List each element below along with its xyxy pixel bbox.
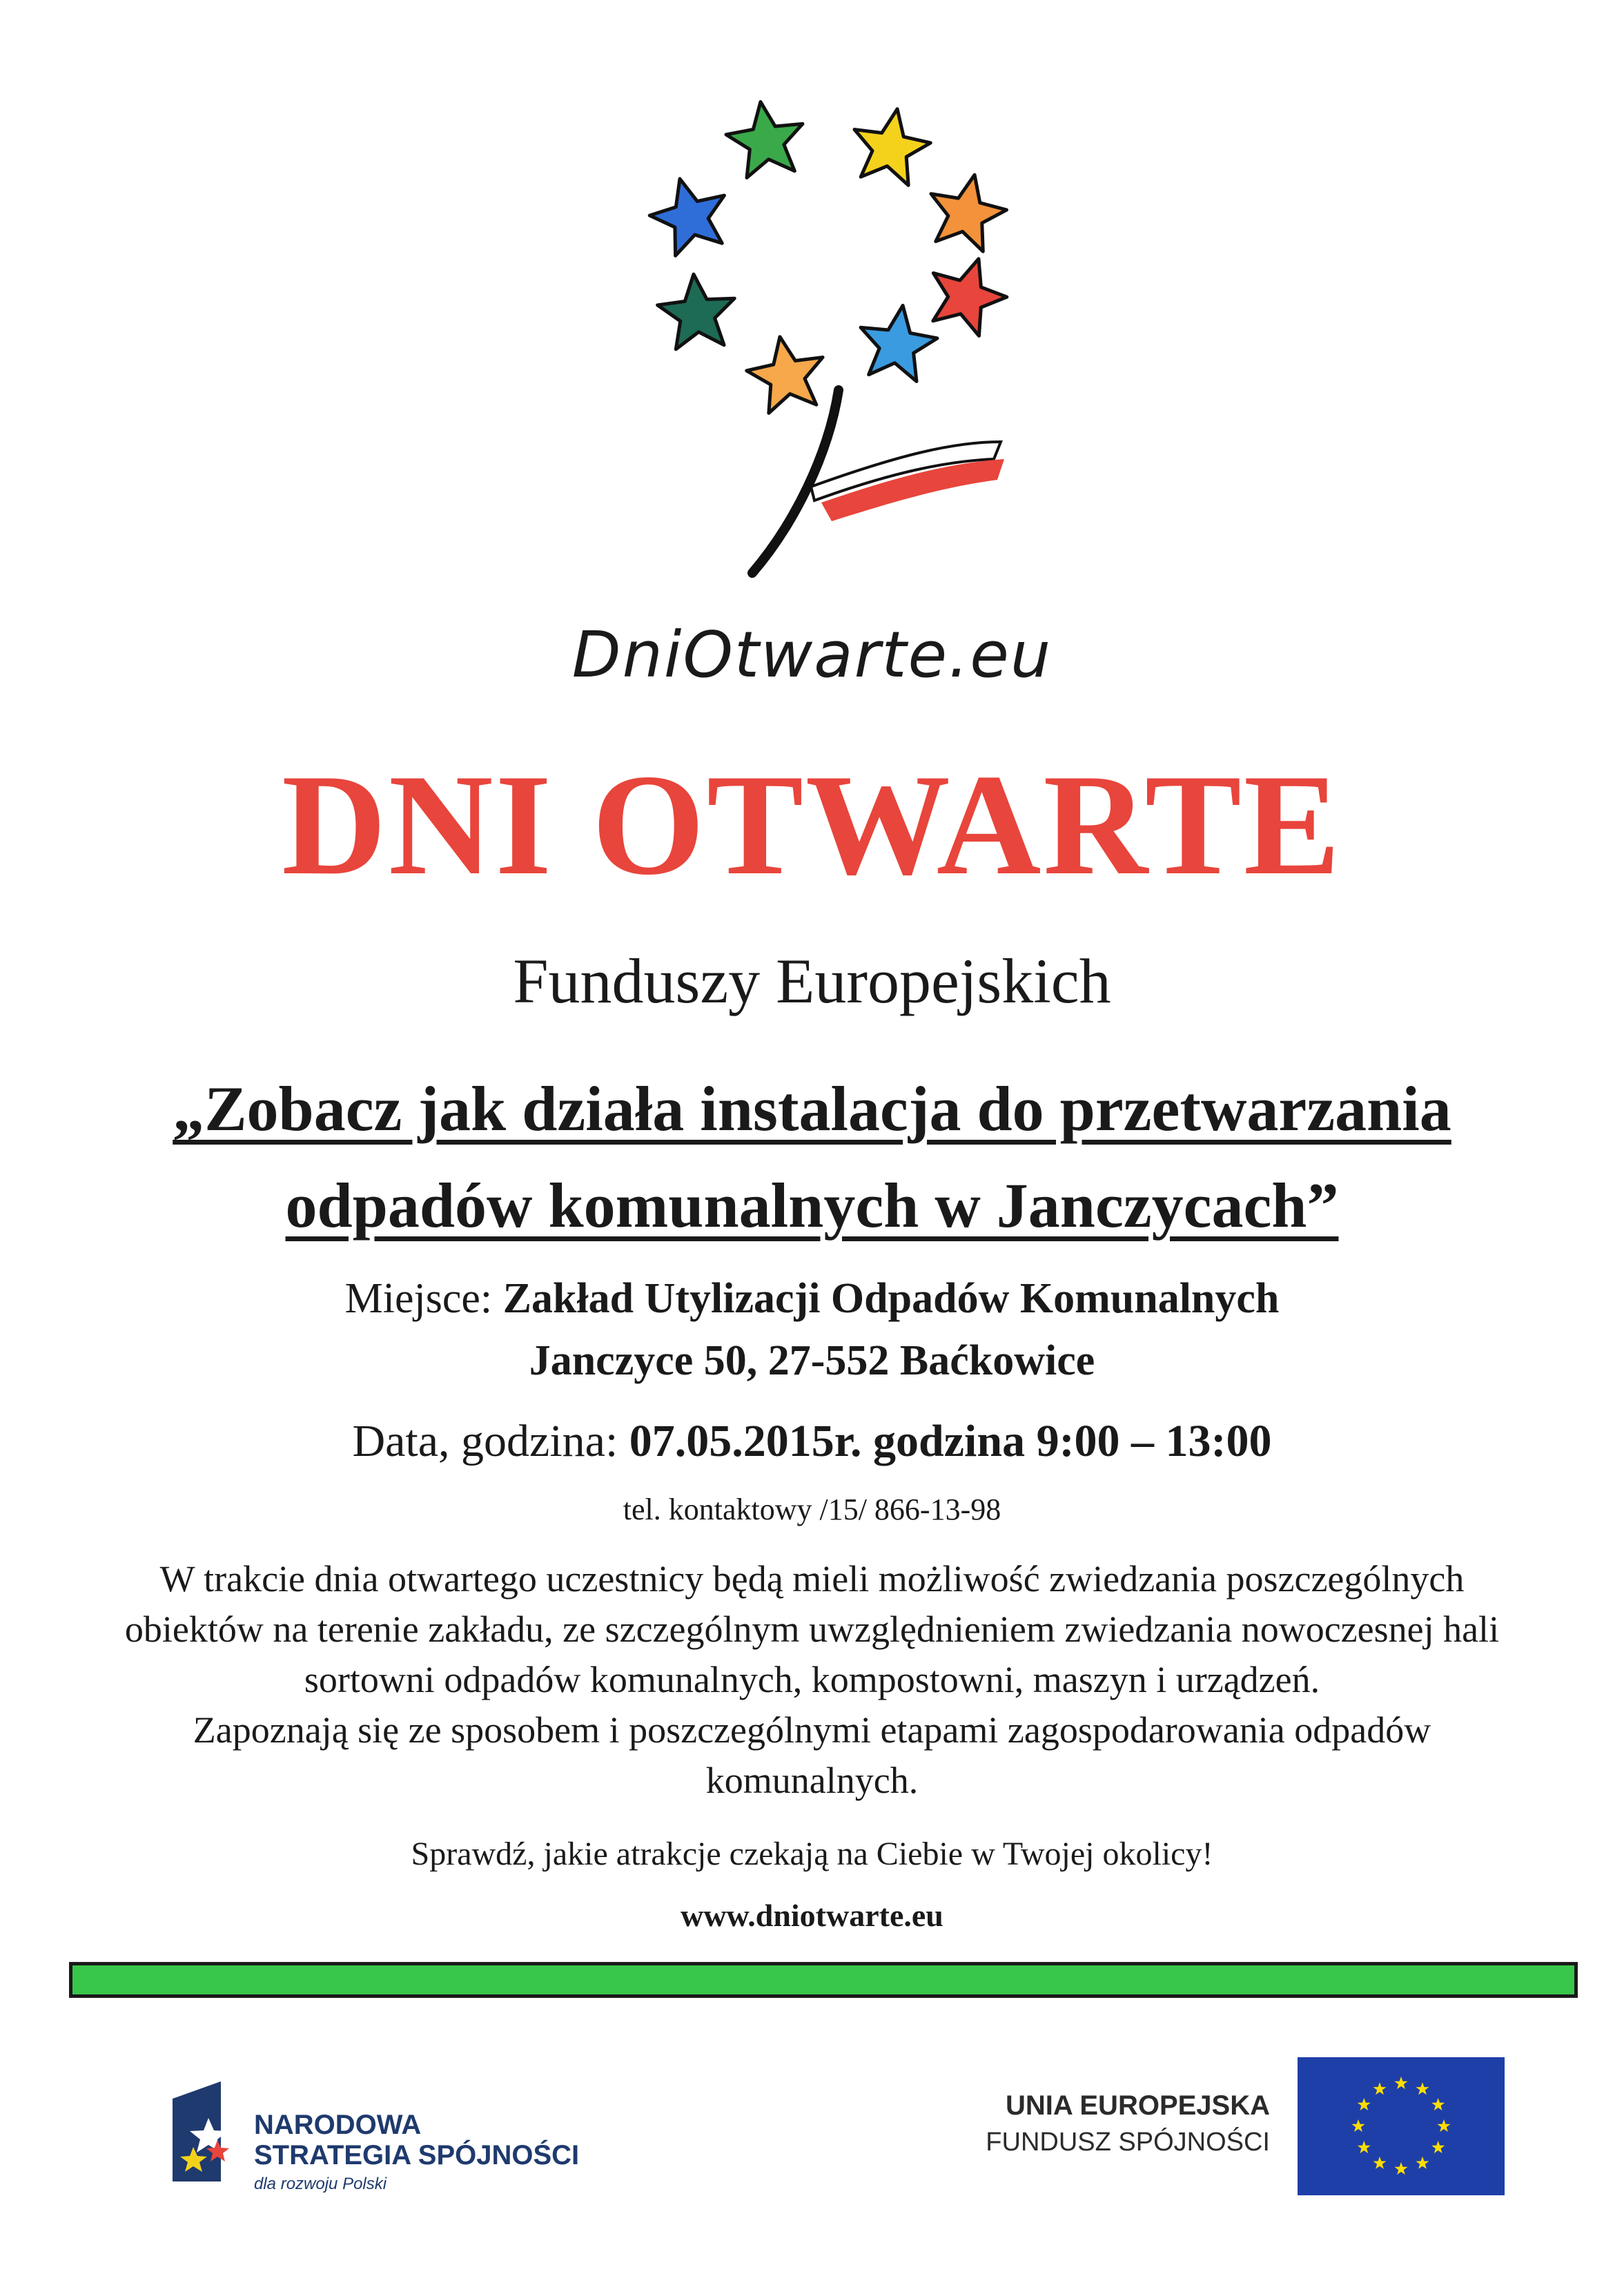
headline-line-2 — [0, 1170, 1624, 1241]
headline-text-1: „Zobacz jak działa instalacja do przetwarzania — [173, 1073, 1451, 1144]
headline-text-2: odpadów komunalnych w Janczycach” — [285, 1170, 1339, 1241]
main-title: DNI OTWARTE — [282, 745, 1342, 905]
star-skyblue-icon — [854, 300, 941, 384]
website-link[interactable]: www.dniotwarte.eu — [681, 1898, 943, 1933]
star-orange-icon — [921, 167, 1012, 255]
description-line: Zapoznają się ze sposobem i poszczególnymi etapami zagospodarowania odpadów — [193, 1709, 1431, 1751]
description-line: obiektów na terenie zakładu, ze szczególnym uwzględnieniem zwiedzania nowoczesnej hali — [124, 1609, 1500, 1650]
site-name: DniOtwarte.eu — [571, 618, 1053, 692]
description-line: komunalnych. — [705, 1760, 919, 1801]
nss-text-line-3: dla rozwoju Polski — [254, 2175, 387, 2193]
star-red-icon — [919, 247, 1015, 340]
star-lightorange-icon — [742, 330, 831, 416]
dni-otwarte-logo — [0, 0, 1624, 608]
green-divider-bar — [69, 1962, 1578, 1998]
star-darkgreen-icon — [655, 271, 738, 350]
description-line: W trakcie dnia otwartego uczestnicy będą mieli możliwość zwiedzania poszczególnych — [159, 1558, 1465, 1600]
headline-line-1 — [0, 1073, 1624, 1144]
place-label: Miejsce: — [344, 1275, 493, 1322]
subtitle: Funduszy Europejskich — [513, 946, 1111, 1016]
eu-text-line-1: UNIA EUROPEJSKA — [1005, 2090, 1270, 2121]
nss-text-line-2: STRATEGIA SPÓJNOŚCI — [254, 2140, 580, 2170]
date-row — [0, 1416, 1624, 1466]
place-value: Zakład Utylizacji Odpadów Komunalnych — [502, 1275, 1280, 1322]
star-green-icon — [722, 97, 809, 180]
eu-text-line-2: FUNDUSZ SPÓJNOŚCI — [986, 2128, 1270, 2157]
star-blue-icon — [643, 168, 736, 259]
address: Janczyce 50, 27-552 Baćkowice — [529, 1337, 1095, 1384]
description-line: sortowni odpadów komunalnych, kompostowni, maszyn i urządzeń. — [304, 1659, 1320, 1700]
check-attractions-text: Sprawdź, jakie atrakcje czekają na Ciebie w Twojej okolicy! — [411, 1836, 1213, 1872]
nss-text-line-1: NARODOWA — [254, 2110, 422, 2140]
eu-flag-icon — [1298, 2057, 1505, 2195]
place-row — [0, 1277, 1624, 1320]
star-yellow-icon — [847, 102, 936, 188]
contact-phone: tel. kontaktowy /15/ 866-13-98 — [623, 1493, 1001, 1526]
date-value: 07.05.2015r. godzina 9:00 – 13:00 — [629, 1416, 1272, 1466]
date-label: Data, godzina: — [352, 1416, 618, 1466]
